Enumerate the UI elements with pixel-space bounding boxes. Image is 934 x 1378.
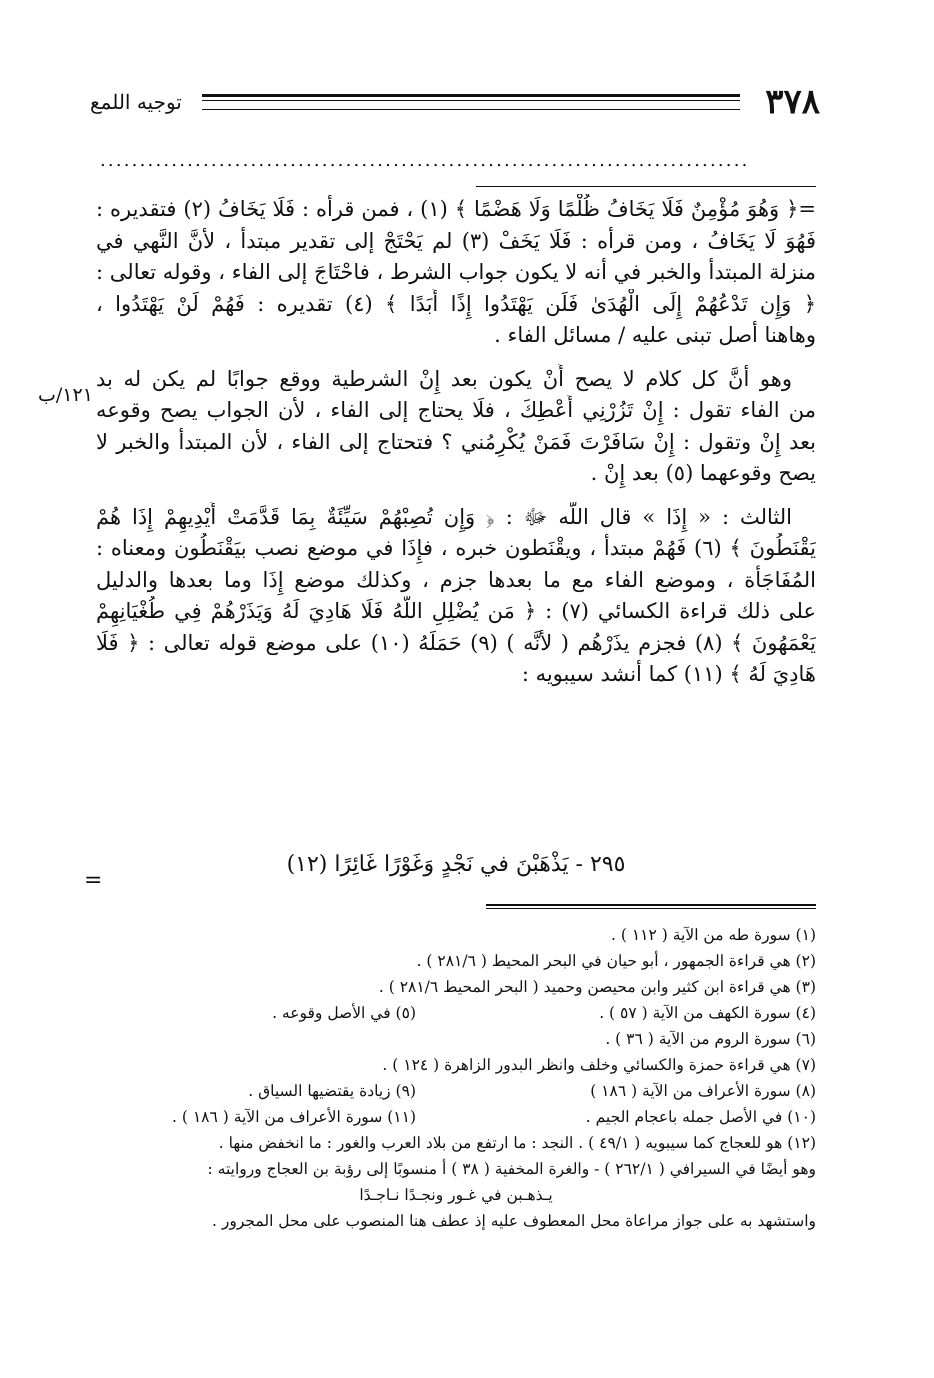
footnote: (١٠) في الأصل جمله باعجام الجيم . — [585, 1108, 816, 1126]
header-rule — [202, 94, 740, 110]
page-header — [90, 78, 820, 122]
footnote: (٥) في الأصل وقوعه . — [272, 1004, 416, 1022]
book-title: توجيه اللمع — [90, 90, 182, 114]
footnote: (٦) سورة الروم من الآية ( ٣٦ ) . — [605, 1030, 816, 1048]
text-line: فَهُوَ لَا يَخَافُ ، ومن قرأه : فَلَا يَخَفْ (٣) لم يَحْتَجْ إلى تقدير مبتدأ ، لأنَّ النَّهي في — [96, 228, 816, 253]
footnote: (٣) هي قراءة ابن كثير وابن محيصن وحميد ( البحر المحيط ٢٨١/٦ ) . — [378, 978, 816, 996]
text-line: على ذلك قراءة الكسائي (٧) : ﴿ مَن يُضْلِلِ اللَّهُ فَلَا هَادِيَ لَهُ وَيَذَرْهُمْ فِي طُغْيَانِهِمْ — [96, 599, 816, 623]
text-line: المُفَاجَأة ، وموضع الفاء مع ما بعدها جزم ، وكذلك موضع إِذَا وما بعدها والدليل — [96, 567, 816, 592]
footnote: وهو أيضًا في السيرافي ( ٢٦٢/١ ) - والغرة المخفية ( ٣٨ ) أ منسوبًا إلى رؤبة بن العجاج وروايته : — [207, 1160, 816, 1178]
footnote-pair — [96, 1104, 816, 1130]
footnote: (١١) سورة الأعراف من الآية ( ١٨٦ ) . — [172, 1108, 416, 1126]
dotted-separator: .................................................................................. — [100, 150, 750, 171]
text-line: وهو أنَّ كل كلام لا يصح أَنْ يكون بعد إِنْ الشرطية ووقع جوابًا لم يكن له بد — [96, 366, 792, 391]
footnote-pair — [96, 1000, 816, 1026]
text-line: يَعْمَهُونَ ﴾ (٨) فجزم يذَرْهُم ( لأنَّه ) (٩) حَمَلَهُ (١٠) على موضع قوله تعالى : ﴿ فَلَا — [96, 630, 816, 655]
footnote-pair — [96, 1078, 816, 1104]
footnote: (٧) هي قراءة حمزة والكسائي وخلف وانظر البدور الزاهرة ( ١٢٤ ) . — [382, 1056, 816, 1074]
text-line: هَادِيَ لَهُ ﴾ (١١) كما أنشد سيبويه : — [521, 662, 816, 686]
separator-rule — [476, 186, 816, 187]
text-line: =﴿ وَهُوَ مُؤْمِنٌ فَلَا يَخَافُ ظُلْمًا وَلَا هَضْمًا ﴾ (١) ، فمن قرأه : فَلَا يَخَافُ (٢) فتقديره : — [96, 197, 816, 221]
text-line: يَقْنَطُونَ ﴾ (٦) فَهُمْ مبتدأ ، ويقْنَطون خبره ، فإِذَا في موضع نصب بيَقْنَطُون ومعناه : — [96, 536, 816, 560]
text-line: من الفاء تقول : إِنْ تَزُرْنِي أُعْطِكَ ، فلَا يحتاج إلى الفاء ، لأن الجواب يصح وقوعه — [96, 398, 816, 422]
margin-folio-note: ١٢١/ب — [38, 384, 93, 406]
text-line: ﴿ وَإِن تَدْعُهُمْ إِلَى الْهُدَىٰ فَلَن يَهْتَدُوا إِذًا أَبَدًا ﴾ (٤) تقديره : فَهُمْ لَنْ يَهْتَدُوا ، — [96, 291, 816, 316]
footnotes — [96, 922, 816, 1234]
footnote: (٢) هي قراءة الجمهور ، أبو حيان في البحر المحيط ( ٢٨١/٦ ) . — [416, 952, 816, 970]
text-line: الثالث : « إِذَا » قال اللّه ﷻ : ﴿ وَإِن تُصِبْهُمْ سَيِّئَةٌ بِمَا قَدَّمَتْ أَيْدِيهِمْ إِذَا هُمْ — [96, 504, 792, 529]
text-line: يصح وقوعهما (٥) بعد إِنْ . — [590, 461, 816, 485]
main-text — [96, 194, 816, 691]
text-line: وهاهنا أصل تبنى عليه / مسائل الفاء . — [494, 323, 816, 347]
poetry-verse: ٢٩٥ - يَذْهَبْنَ في نَجْدٍ وَغَوْرًا غَائِرًا (١٢) — [286, 852, 626, 877]
footnote: (٤) سورة الكهف من الآية ( ٥٧ ) . — [599, 1004, 816, 1022]
text-line: بعد إِنْ وتقول : إِنْ سَافَرْتَ فَمَنْ يُكْرِمُني ؟ فتحتاج إلى الفاء ، لأن المبتدأ والخبر لا — [96, 429, 816, 454]
footnote-rule — [486, 904, 816, 909]
footnote-verse: يـذهـبن في غـور ونجـدًا نـاجـدًا — [359, 1186, 553, 1204]
text-line: منزلة المبتدأ والخبر في أنه لا يكون جواب الشرط ، فاحْتَاجَ إلى الفاء ، وقوله تعالى : — [96, 260, 816, 284]
footnote: (١) سورة طه من الآية ( ١١٢ ) . — [611, 926, 816, 944]
footnote: (٩) زيادة يقتضيها السياق . — [248, 1082, 416, 1100]
footnote: (٨) سورة الأعراف من الآية ( ١٨٦ ) — [590, 1082, 816, 1100]
footnote: واستشهد به على جواز مراعاة محل المعطوف عليه إذ عطف هنا المنصوب على محل المجرور . — [212, 1212, 816, 1230]
footnote: (١٢) هو للعجاج كما سيبويه ( ٤٩/١ ) . النجد : ما ارتفع من بلاد العرب والغور : ما انخفض منها . — [218, 1134, 816, 1152]
page-number: ٣٧٨ — [765, 82, 820, 122]
margin-continuation-mark: = — [84, 868, 103, 893]
